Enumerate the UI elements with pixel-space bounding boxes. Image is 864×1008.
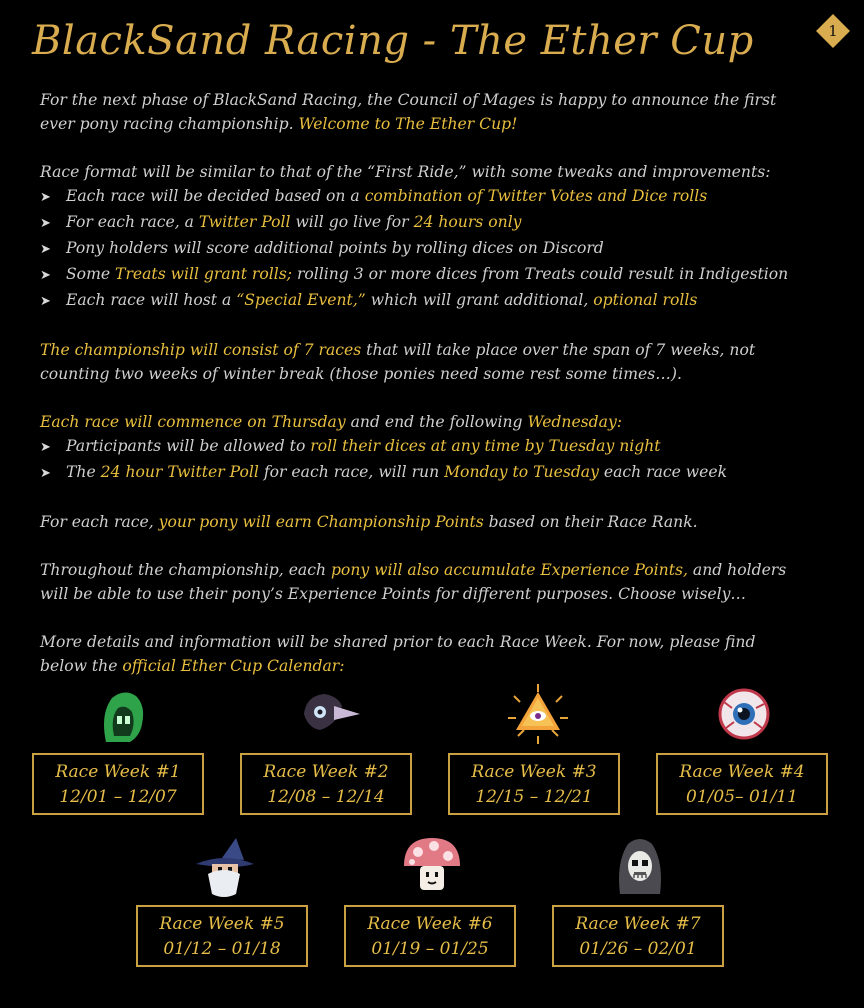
points-paragraph: For each race, your pony will earn Championship Points based on their Race Rank.	[40, 513, 698, 531]
race-week-dates: 01/26 – 02/01	[579, 939, 697, 959]
wizard-icon	[192, 836, 256, 900]
race-week-card	[552, 905, 724, 967]
schedule-heading: Each race will commence on Thursday and end the following Wednesday:	[40, 413, 623, 431]
all-seeing-eye-pyramid-icon	[506, 682, 570, 746]
list-item: ➤ Participants will be allowed to roll their dices at any time by Tuesday night	[40, 434, 840, 460]
intro-text: ever pony racing championship.	[40, 115, 299, 133]
race-week-label: Race Week #5	[159, 914, 285, 934]
page-number-badge	[816, 14, 850, 48]
announcement-body	[40, 88, 840, 678]
race-week-card	[344, 905, 516, 967]
race-week-label: Race Week #2	[263, 762, 389, 782]
race-week-dates: 12/15 – 12/21	[475, 787, 593, 807]
grim-reaper-icon	[608, 832, 672, 896]
format-heading: Race format will be similar to that of the “First Ride,” with some tweaks and improvements:	[40, 163, 771, 181]
race-week-label: Race Week #7	[575, 914, 701, 934]
plague-doctor-icon	[298, 684, 362, 748]
race-week-dates: 12/01 – 12/07	[59, 787, 177, 807]
race-week-label: Race Week #6	[367, 914, 493, 934]
intro-paragraph	[40, 88, 840, 136]
championship-paragraph: The championship will consist of 7 races that will take place over the span of 7 weeks, not counting two weeks of winter break (those ponies need some rest some times…).	[40, 341, 756, 383]
welcome-highlight: Welcome to The Ether Cup!	[298, 115, 518, 133]
race-week-label: Race Week #3	[471, 762, 597, 782]
arrow-bullet-icon: ➤	[40, 242, 51, 257]
race-week-label: Race Week #1	[55, 762, 181, 782]
race-week-card	[656, 753, 828, 815]
experience-paragraph: Throughout the championship, each pony will also accumulate Experience Points, and holders will be able to use their pony’s Experience Points for different purposes. Choose wisely…	[40, 561, 787, 603]
green-hood-icon	[90, 684, 154, 748]
race-week-dates: 12/08 – 12/14	[267, 787, 385, 807]
eyeball-icon	[712, 682, 776, 746]
page-title: BlackSand Racing - The Ether Cup	[32, 18, 754, 64]
schedule-bullet-list	[40, 434, 840, 486]
race-week-card	[32, 753, 204, 815]
race-week-card	[448, 753, 620, 815]
race-week-card	[136, 905, 308, 967]
race-week-dates: 01/19 – 01/25	[371, 939, 489, 959]
list-item: ➤ Some Treats will grant rolls; rolling 3 or more dices from Treats could result in Indigestion	[40, 262, 840, 288]
arrow-bullet-icon: ➤	[40, 466, 51, 481]
list-item: ➤ Pony holders will score additional points by rolling dices on Discord	[40, 236, 840, 262]
race-week-dates: 01/12 – 01/18	[163, 939, 281, 959]
list-item: ➤ The 24 hour Twitter Poll for each race, will run Monday to Tuesday each race week	[40, 460, 840, 486]
page-number: 1	[828, 22, 838, 40]
list-item: ➤ Each race will be decided based on a combination of Twitter Votes and Dice rolls	[40, 184, 840, 210]
arrow-bullet-icon: ➤	[40, 190, 51, 205]
intro-text: For the next phase of BlackSand Racing, the Council of Mages is happy to announce the first	[40, 91, 777, 109]
race-week-label: Race Week #4	[679, 762, 805, 782]
mushroom-icon	[400, 832, 464, 896]
list-item: ➤ For each race, a Twitter Poll will go live for 24 hours only	[40, 210, 840, 236]
details-paragraph: More details and information will be shared prior to each Race Week. For now, please find below the official Ether Cup Calendar:	[40, 633, 756, 675]
arrow-bullet-icon: ➤	[40, 440, 51, 455]
race-week-dates: 01/05– 01/11	[686, 787, 798, 807]
race-week-card	[240, 753, 412, 815]
arrow-bullet-icon: ➤	[40, 216, 51, 231]
format-bullet-list	[40, 184, 840, 314]
arrow-bullet-icon: ➤	[40, 268, 51, 283]
list-item: ➤ Each race will host a “Special Event,” which will grant additional, optional rolls	[40, 288, 840, 314]
arrow-bullet-icon: ➤	[40, 294, 51, 309]
